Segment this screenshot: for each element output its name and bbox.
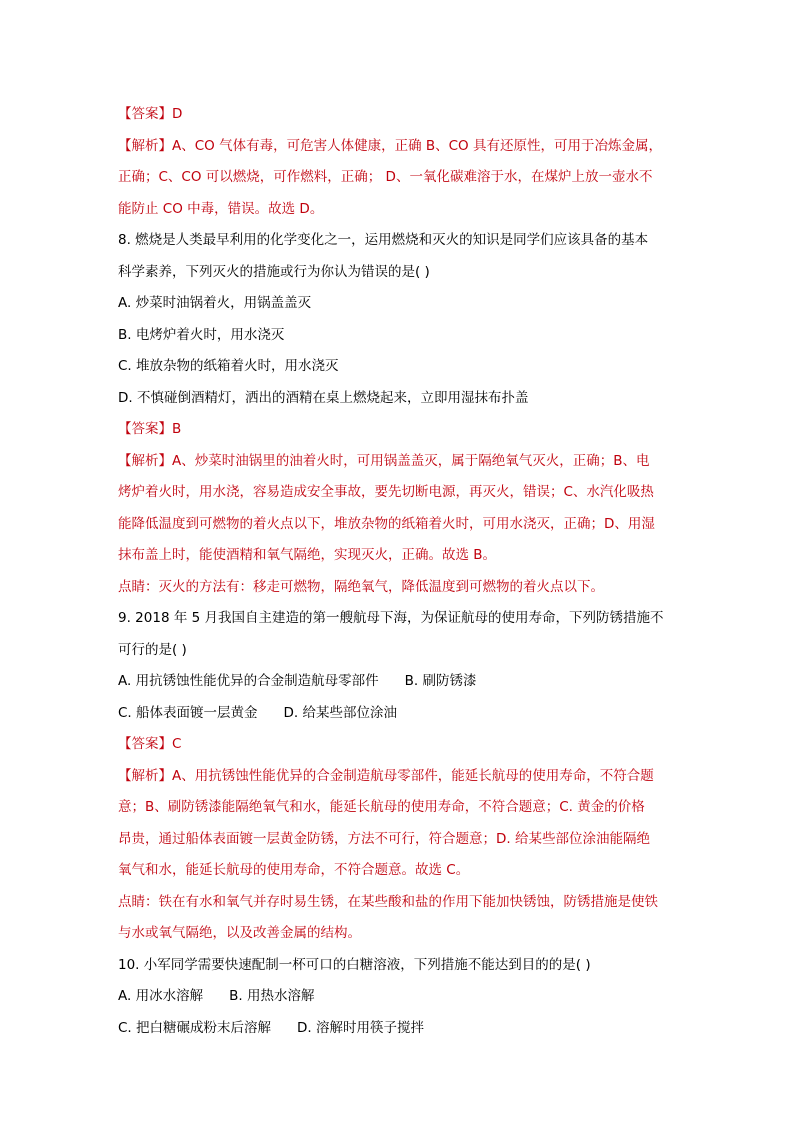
answer-line-q8 [118, 414, 678, 446]
note-text: 与水或氧气隔绝，以及改善金属的结构。 [118, 925, 361, 941]
note-text: 点睛：灭火的方法有：移走可燃物，隔绝氧气，降低温度到可燃物的着火点以下。 [118, 578, 604, 595]
option-b-q10: B. 用热水溶解 [229, 988, 315, 1004]
options-row-q9 [118, 666, 678, 698]
answer-line-q9 [118, 729, 678, 761]
answer-tag: 【答案】 [118, 106, 172, 122]
analysis-text: 意；B、刷防锈漆能隔绝氧气和水，能延长航母的使用寿命，不符合题意；C. 黄金的价格 [118, 799, 645, 815]
analysis-tag: 【解析】 [118, 452, 172, 469]
option-d-q9: D. 给某些部位涂油 [283, 704, 397, 721]
options-row-q9 [118, 698, 678, 730]
option-d-q8: D. 不慎碰倒酒精灯，洒出的酒精在桌上燃烧起来，立即用湿抹布扑盖 [118, 389, 529, 406]
analysis-tag: 【解析】 [118, 767, 172, 784]
option-d-q10: D. 溶解时用筷子搅拌 [297, 1019, 424, 1036]
option-a-q8: A. 炒菜时油锅着火，用锅盖盖灭 [118, 295, 312, 311]
document-page [118, 99, 678, 1044]
answer-value: C [172, 736, 182, 752]
answer-value: B [172, 421, 182, 437]
analysis-text: 能降低温度到可燃物的着火点以下，堆放杂物的纸箱着火时，可用水浇灭，正确；D、用湿 [118, 515, 655, 532]
answer-tag: 【答案】 [118, 736, 172, 752]
options-row-q10 [118, 981, 678, 1013]
option-c-q8: C. 堆放杂物的纸箱着火时，用水浇灭 [118, 358, 339, 374]
option-b-q8: B. 电烤炉着火时，用水浇灭 [118, 326, 285, 343]
analysis-text: 昂贵，通过船体表面镀一层黄金防锈，方法不可行，符合题意；D. 给某些部位涂油能隔绝 [118, 830, 650, 847]
analysis-tag: 【解析】 [118, 137, 172, 154]
analysis-text: A、炒菜时油锅里的油着火时，可用锅盖盖灭，属于隔绝氧气灭火，正确；B、电 [172, 452, 650, 469]
analysis-text: A、用抗锈蚀性能优异的合金制造航母零部件，能延长航母的使用寿命，不符合题 [172, 767, 654, 784]
question-stem-q8: 科学素养，下列灭火的措施或行为你认为错误的是( ) [118, 263, 430, 280]
option-a-q9: A. 用抗锈蚀性能优异的合金制造航母零部件 [118, 673, 379, 689]
analysis-line [118, 446, 678, 478]
answer-line-q7 [118, 99, 678, 131]
answer-tag: 【答案】 [118, 421, 172, 437]
analysis-text: 烤炉着火时，用水浇，容易造成安全事故，要先切断电源，再灭火，错误；C、水汽化吸热 [118, 484, 654, 500]
options-row-q10 [118, 1013, 678, 1045]
analysis-text: 氧气和水，能延长航母的使用寿命，不符合题意。故选 C。 [118, 862, 470, 878]
question-stem-q8: 8. 燃烧是人类最早利用的化学变化之一，运用燃烧和灭火的知识是同学们应该具备的基本 [118, 232, 649, 248]
analysis-line [118, 131, 678, 163]
question-stem-q10: 10. 小军同学需要快速配制一杯可口的白糖溶液，下列措施不能达到目的的是( ) [118, 956, 591, 973]
analysis-text: 抹布盖上时，能使酒精和氧气隔绝，实现灭火，正确。故选 B。 [118, 547, 497, 563]
analysis-line [118, 761, 678, 793]
analysis-text: 能防止 CO 中毒，错误。故选 D。 [118, 200, 324, 217]
option-b-q9: B. 刷防锈漆 [404, 673, 477, 689]
question-stem-q9: 9. 2018 年 5 月我国自主建造的第一艘航母下海，为保证航母的使用寿命，下列防锈措施不 [118, 610, 664, 626]
answer-value: D [172, 106, 183, 122]
question-stem-q9: 可行的是( ) [118, 641, 187, 658]
option-c-q10: C. 把白糖碾成粉末后溶解 [118, 1019, 272, 1036]
note-text: 点睛：铁在有水和氧气并存时易生锈，在某些酸和盐的作用下能加快锈蚀，防锈措施是使铁 [118, 893, 658, 910]
option-c-q9: C. 船体表面镀一层黄金 [118, 704, 258, 721]
analysis-text: A、CO 气体有毒，可危害人体健康，正确 B、CO 具有还原性，可用于冶炼金属， [172, 137, 662, 154]
option-a-q10: A. 用冰水溶解 [118, 988, 204, 1004]
analysis-text: 正确；C、CO 可以燃烧，可作燃料，正确； D、一氧化碳难溶于水，在煤炉上放一壶水不 [118, 169, 653, 185]
